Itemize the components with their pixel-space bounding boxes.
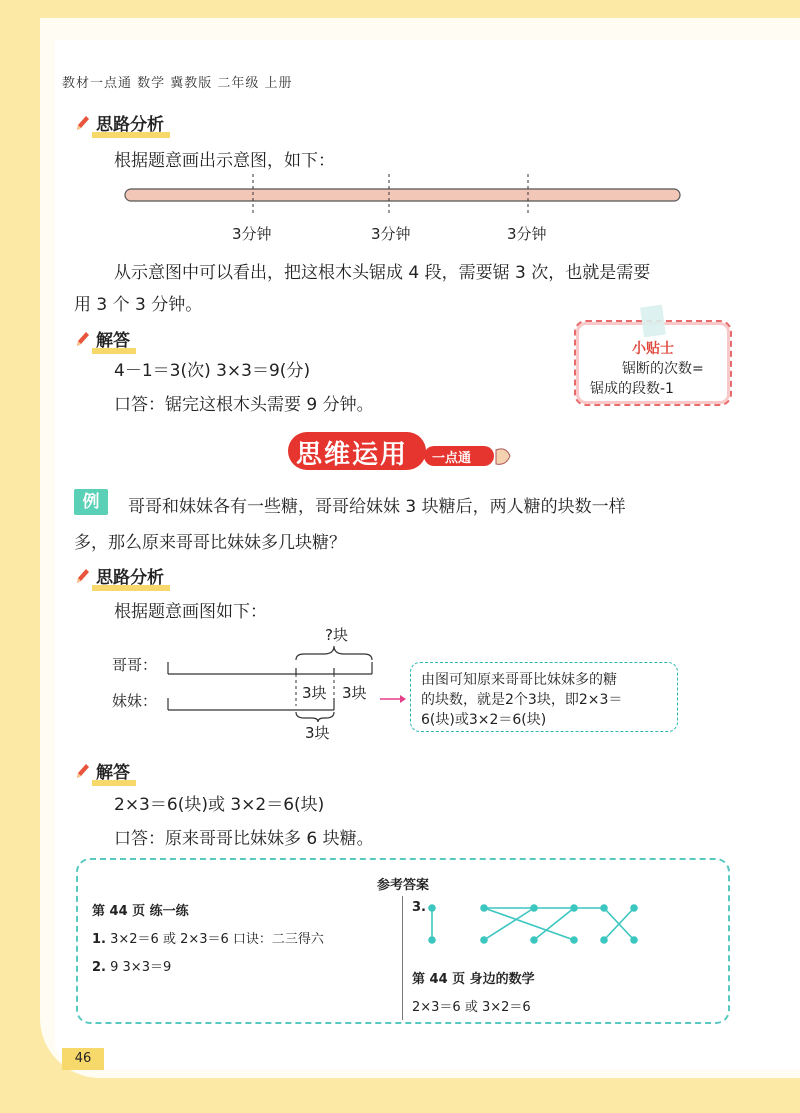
answer-item <box>92 956 171 975</box>
item-number: 2. <box>92 960 106 975</box>
log-label: 3分钟 <box>507 225 547 243</box>
explanation-line-1: 从示意图中可以看出，把这根木头锯成 4 段，需要锯 3 次，也就是需要 <box>114 263 651 283</box>
calculation: 2×3＝6(块)或 3×2＝6(块) <box>114 795 325 815</box>
heading-text: 思路分析 <box>96 568 164 588</box>
pencil-icon <box>74 330 90 348</box>
intro-text: 根据题意画图如下： <box>114 602 267 622</box>
heading-text: 解答 <box>96 331 130 351</box>
banner-subtitle: 一点通 <box>432 451 472 466</box>
explanation-callout <box>410 662 678 732</box>
analysis-heading-1 <box>74 110 164 135</box>
segment-label: 3块 <box>302 684 327 702</box>
page-number: 46 <box>62 1048 104 1070</box>
explanation-line-2: 用 3 个 3 分钟。 <box>74 295 203 315</box>
callout-line: 6(块)或3×2＝6(块) <box>421 712 547 728</box>
answer-heading-1 <box>74 326 130 351</box>
intro-text: 根据题意画出示意图，如下： <box>114 151 335 171</box>
answers-right-heading: 第 44 页 身边的数学 <box>412 972 535 987</box>
answer-item: 2×3＝6 或 3×2＝6 <box>412 1000 531 1015</box>
item-text: 3×2＝6 或 2×3＝6 口诀：二三得六 <box>110 932 324 947</box>
log-label: 3分钟 <box>232 225 272 243</box>
example-tag: 例 <box>74 489 108 515</box>
pencil-icon <box>74 114 90 132</box>
item-number: 1. <box>92 932 106 947</box>
pointing-hand-icon <box>496 449 510 464</box>
tip-line: 锯断的次数= <box>622 361 704 377</box>
candy-bar-diagram <box>160 640 410 740</box>
section-banner <box>286 428 516 478</box>
sister-label: 妹妹： <box>112 692 158 710</box>
tip-title: 小贴士 <box>632 341 674 357</box>
pencil-icon <box>74 567 90 585</box>
tip-line: 锯成的段数-1 <box>590 381 674 397</box>
calculation: 4－1＝3(次) 3×3＝9(分) <box>114 361 311 381</box>
brace-top <box>296 646 372 660</box>
callout-line: 的块数，就是2个3块，即2×3＝ <box>421 692 623 708</box>
banner-title: 思维运用 <box>296 440 409 470</box>
callout-line: 由图可知原来哥哥比妹妹多的糖 <box>421 672 617 688</box>
column-divider <box>402 896 403 1020</box>
tip-box <box>574 320 732 406</box>
answers-left-heading: 第 44 页 练一练 <box>92 904 189 919</box>
log-label: 3分钟 <box>371 225 411 243</box>
pencil-icon <box>74 762 90 780</box>
oral-answer: 口答：锯完这根木头需要 9 分钟。 <box>114 395 374 415</box>
reference-answers-box <box>76 858 730 1024</box>
answer-item <box>92 928 324 947</box>
brother-label: 哥哥： <box>112 656 158 674</box>
segment-label: 3块 <box>305 724 330 742</box>
heading-text: 解答 <box>96 763 130 783</box>
analysis-heading-2 <box>74 563 164 588</box>
example-line-2: 多，那么原来哥哥比妹妹多几块糖？ <box>74 533 346 553</box>
oral-answer: 口答：原来哥哥比妹妹多 6 块糖。 <box>114 829 374 849</box>
tape-decoration <box>640 305 666 338</box>
answers-title: 参考答案 <box>376 878 429 893</box>
example-line-1: 哥哥和妹妹各有一些糖，哥哥给妹妹 3 块糖后，两人糖的块数一样 <box>128 497 626 517</box>
item-text: 9 3×3＝9 <box>110 960 172 975</box>
brace-bottom <box>296 712 334 722</box>
matching-answer-diagram <box>418 900 648 950</box>
answer-heading-2 <box>74 758 130 783</box>
question-label: ?块 <box>325 626 348 644</box>
running-header: 教材一点通 数学 冀教版 二年级 上册 <box>62 76 293 91</box>
arrow-icon <box>378 692 408 706</box>
heading-text: 思路分析 <box>96 115 164 135</box>
item-number: 3. <box>412 900 426 915</box>
log-bar <box>125 189 680 201</box>
segment-label: 3块 <box>342 684 367 702</box>
